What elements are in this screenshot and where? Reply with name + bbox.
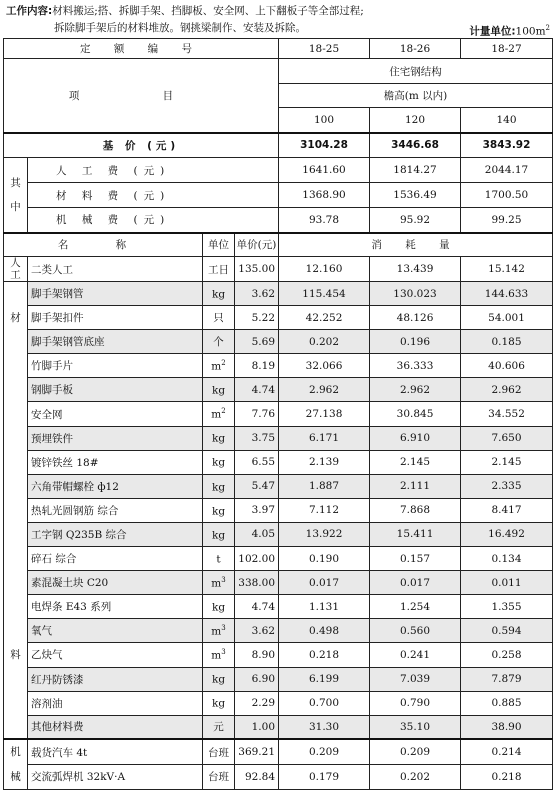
work-content-line-1	[6, 4, 364, 18]
material-value: 115.454	[279, 282, 370, 306]
base-price: 3843.92	[461, 133, 553, 158]
material-row	[4, 643, 553, 667]
material-value: 7.112	[279, 498, 370, 522]
quota-no: 18-27	[461, 39, 553, 59]
material-name: 脚手架钢管	[28, 282, 203, 306]
material-row	[4, 619, 553, 643]
material-row	[4, 354, 553, 378]
material-price: 8.19	[235, 354, 279, 378]
machine-row	[4, 739, 553, 764]
machine-value: 0.214	[461, 739, 553, 764]
column-header-row	[4, 233, 553, 257]
material-value: 7.868	[370, 498, 461, 522]
material-row	[4, 474, 553, 498]
material-unit	[203, 378, 235, 402]
material-value: 0.190	[279, 547, 370, 571]
material-price: 338.00	[235, 571, 279, 595]
material-unit	[203, 522, 235, 546]
quota-no-label: 定 额 编 号	[4, 39, 279, 59]
material-unit-text: m	[211, 360, 222, 373]
material-name: 氧气	[28, 619, 203, 643]
col-name: 名 称	[4, 233, 203, 257]
cost-name: 材 料 费 (元)	[28, 183, 279, 208]
material-unit	[203, 691, 235, 715]
material-value: 32.066	[279, 354, 370, 378]
material-price: 6.55	[235, 450, 279, 474]
base-price-row	[4, 133, 553, 158]
work-content-label: 工作内容:	[6, 5, 53, 17]
machine-value: 0.202	[370, 764, 461, 789]
material-name: 红丹防锈漆	[28, 667, 203, 691]
material-row	[4, 595, 553, 619]
structure-row	[4, 59, 553, 84]
material-value: 13.922	[279, 522, 370, 546]
material-value: 27.138	[279, 402, 370, 426]
cost-value: 93.78	[279, 208, 370, 233]
machine-value: 0.209	[370, 739, 461, 764]
height-value: 120	[370, 108, 461, 133]
machine-price: 92.84	[235, 764, 279, 789]
material-name: 素混凝土块 C20	[28, 571, 203, 595]
cost-row	[4, 208, 553, 233]
material-value: 2.335	[461, 474, 553, 498]
material-row	[4, 571, 553, 595]
material-price: 5.69	[235, 330, 279, 354]
material-price: 7.76	[235, 402, 279, 426]
unit-sup: 2	[545, 24, 550, 32]
material-value: 0.594	[461, 619, 553, 643]
material-side-bottom: 料	[10, 649, 21, 661]
material-unit	[203, 571, 235, 595]
material-unit-text: 元	[213, 721, 224, 734]
material-value: 0.196	[370, 330, 461, 354]
structure-label: 住宅钢结构	[279, 59, 553, 84]
material-row	[4, 691, 553, 715]
material-unit-sup: 3	[221, 575, 226, 584]
material-unit	[203, 643, 235, 667]
material-value: 2.139	[279, 450, 370, 474]
col-unit: 单位	[203, 233, 235, 257]
material-value: 7.879	[461, 667, 553, 691]
material-side-top: 材	[10, 312, 21, 324]
cost-value: 99.25	[461, 208, 553, 233]
material-value: 144.633	[461, 282, 553, 306]
material-value: 0.017	[279, 571, 370, 595]
material-value: 1.131	[279, 595, 370, 619]
machine-unit: 台班	[203, 764, 235, 789]
material-name: 乙炔气	[28, 643, 203, 667]
material-unit-text: m	[211, 649, 222, 662]
quota-no: 18-25	[279, 39, 370, 59]
material-value: 0.700	[279, 691, 370, 715]
machine-side-label: 械	[4, 764, 28, 789]
material-value: 48.126	[370, 306, 461, 330]
material-row	[4, 498, 553, 522]
machine-value: 0.209	[279, 739, 370, 764]
material-price: 4.74	[235, 378, 279, 402]
material-price: 1.00	[235, 715, 279, 739]
material-value: 130.023	[370, 282, 461, 306]
quota-table	[3, 38, 553, 790]
material-value: 2.145	[461, 450, 553, 474]
material-price: 5.22	[235, 306, 279, 330]
material-price: 5.47	[235, 474, 279, 498]
material-unit-text: m	[211, 408, 222, 421]
material-value: 35.10	[370, 715, 461, 739]
material-price: 8.90	[235, 643, 279, 667]
material-unit-text: 只	[213, 312, 224, 325]
material-unit	[203, 402, 235, 426]
material-unit-sup: 3	[221, 648, 226, 657]
material-value: 6.171	[279, 426, 370, 450]
material-value: 2.962	[461, 378, 553, 402]
material-row	[4, 402, 553, 426]
material-unit-text: kg	[211, 529, 226, 542]
material-name: 脚手架扣件	[28, 306, 203, 330]
material-row	[4, 715, 553, 739]
material-price: 2.29	[235, 691, 279, 715]
material-unit-text: kg	[211, 673, 226, 686]
material-unit	[203, 619, 235, 643]
quota-no: 18-26	[370, 39, 461, 59]
height-value: 140	[461, 108, 553, 133]
material-name: 脚手架钢管底座	[28, 330, 203, 354]
material-value: 54.001	[461, 306, 553, 330]
material-price: 3.62	[235, 282, 279, 306]
material-row	[4, 547, 553, 571]
material-row	[4, 378, 553, 402]
labor-value: 15.142	[461, 257, 553, 282]
material-value: 6.199	[279, 667, 370, 691]
material-unit	[203, 667, 235, 691]
material-value: 2.962	[370, 378, 461, 402]
material-unit	[203, 354, 235, 378]
material-value: 0.560	[370, 619, 461, 643]
machine-name: 交流弧焊机 32kV·A	[28, 764, 203, 789]
material-row	[4, 522, 553, 546]
base-price-label: 基 价 (元)	[4, 133, 279, 158]
cost-value: 1536.49	[370, 183, 461, 208]
machine-unit: 台班	[203, 739, 235, 764]
machine-row	[4, 764, 553, 789]
machine-price: 369.21	[235, 739, 279, 764]
machine-name: 载货汽车 4t	[28, 739, 203, 764]
material-value: 0.241	[370, 643, 461, 667]
material-value: 7.650	[461, 426, 553, 450]
material-value: 42.252	[279, 306, 370, 330]
labor-row	[4, 257, 553, 282]
material-value: 1.355	[461, 595, 553, 619]
material-name: 工字钢 Q235B 综合	[28, 522, 203, 546]
material-unit-text: kg	[211, 456, 226, 469]
cost-value: 1814.27	[370, 158, 461, 183]
material-unit	[203, 450, 235, 474]
cost-name: 机 械 费 (元)	[28, 208, 279, 233]
material-unit	[203, 426, 235, 450]
material-name: 溶剂油	[28, 691, 203, 715]
material-unit	[203, 715, 235, 739]
material-value: 2.111	[370, 474, 461, 498]
material-price: 3.97	[235, 498, 279, 522]
cost-name: 人 工 费 (元)	[28, 158, 279, 183]
material-value: 30.845	[370, 402, 461, 426]
material-unit	[203, 306, 235, 330]
cost-value: 2044.17	[461, 158, 553, 183]
material-value: 34.552	[461, 402, 553, 426]
work-content-text-1: 材料搬运;搭、拆脚手架、挡脚板、安全网、上下翻板子等全部过程;	[52, 5, 364, 17]
material-name: 热轧光圆钢筋 综合	[28, 498, 203, 522]
material-name: 镀锌铁丝 18#	[28, 450, 203, 474]
material-value: 7.039	[370, 667, 461, 691]
material-name: 安全网	[28, 402, 203, 426]
cost-value: 1700.50	[461, 183, 553, 208]
material-price: 3.62	[235, 619, 279, 643]
height-value: 100	[279, 108, 370, 133]
material-name: 碎石 综合	[28, 547, 203, 571]
material-unit-text: kg	[211, 481, 226, 494]
material-value: 1.254	[370, 595, 461, 619]
material-value: 15.411	[370, 522, 461, 546]
material-price: 3.75	[235, 426, 279, 450]
material-unit-sup: 3	[221, 624, 226, 633]
material-name: 六角带帽螺栓 ф12	[28, 474, 203, 498]
height-label: 檐高(m 以内)	[279, 84, 553, 108]
material-row	[4, 282, 553, 306]
material-price: 102.00	[235, 547, 279, 571]
material-unit-text: kg	[211, 432, 226, 445]
material-unit-text: t	[216, 553, 221, 566]
labor-value: 12.160	[279, 257, 370, 282]
material-value: 0.011	[461, 571, 553, 595]
material-value: 36.333	[370, 354, 461, 378]
material-value: 8.417	[461, 498, 553, 522]
item-label: 项 目	[4, 59, 279, 133]
material-unit-text: kg	[211, 601, 226, 614]
material-name: 钢脚手板	[28, 378, 203, 402]
material-value: 0.790	[370, 691, 461, 715]
material-unit	[203, 547, 235, 571]
material-value: 0.202	[279, 330, 370, 354]
material-unit-text: m	[211, 625, 222, 638]
cost-row	[4, 183, 553, 208]
material-name: 竹脚手片	[28, 354, 203, 378]
labor-value: 13.439	[370, 257, 461, 282]
labor-unit: 工日	[203, 257, 235, 282]
material-value: 0.258	[461, 643, 553, 667]
material-price: 4.05	[235, 522, 279, 546]
material-unit-text: 个	[213, 336, 224, 349]
material-row	[4, 330, 553, 354]
material-row	[4, 667, 553, 691]
material-row	[4, 306, 553, 330]
cost-value: 1641.60	[279, 158, 370, 183]
material-unit-text: kg	[211, 288, 226, 301]
material-value: 0.498	[279, 619, 370, 643]
col-price: 单价(元)	[235, 233, 279, 257]
material-value: 2.145	[370, 450, 461, 474]
material-unit-text: kg	[211, 697, 226, 710]
material-value: 38.90	[461, 715, 553, 739]
machine-side-label: 机	[4, 739, 28, 764]
material-name: 其他材料费	[28, 715, 203, 739]
material-value: 6.910	[370, 426, 461, 450]
material-name: 电焊条 E43 系列	[28, 595, 203, 619]
material-side-label	[4, 282, 28, 740]
material-value: 31.30	[279, 715, 370, 739]
material-unit	[203, 330, 235, 354]
material-value: 0.885	[461, 691, 553, 715]
material-value: 0.157	[370, 547, 461, 571]
cost-row	[4, 158, 553, 183]
base-price: 3446.68	[370, 133, 461, 158]
material-unit-text: m	[211, 577, 222, 590]
material-value: 0.017	[370, 571, 461, 595]
material-name: 预埋铁件	[28, 426, 203, 450]
material-row	[4, 450, 553, 474]
cost-value: 95.92	[370, 208, 461, 233]
material-unit	[203, 474, 235, 498]
material-value: 1.887	[279, 474, 370, 498]
material-price: 6.90	[235, 667, 279, 691]
machine-value: 0.218	[461, 764, 553, 789]
col-consumption: 消 耗 量	[279, 233, 553, 257]
labor-price: 135.00	[235, 257, 279, 282]
machine-value: 0.179	[279, 764, 370, 789]
unit-value: 100m	[515, 25, 546, 38]
base-price: 3104.28	[279, 133, 370, 158]
material-value: 0.218	[279, 643, 370, 667]
work-content-line-2: 拆除脚手架后的材料堆放。钢挑梁制作、安装及拆除。	[54, 22, 306, 34]
material-unit-sup: 2	[221, 407, 226, 416]
labor-side-label: 人 工	[4, 257, 28, 282]
material-unit-text: kg	[211, 384, 226, 397]
material-value: 2.962	[279, 378, 370, 402]
unit-label: 计量单位:	[469, 25, 516, 38]
material-value: 0.185	[461, 330, 553, 354]
quota-no-row	[4, 39, 553, 59]
material-unit	[203, 595, 235, 619]
cost-value: 1368.90	[279, 183, 370, 208]
material-value: 40.606	[461, 354, 553, 378]
material-row	[4, 426, 553, 450]
labor-name: 二类人工	[28, 257, 203, 282]
material-value: 0.134	[461, 547, 553, 571]
of-which-label: 其 中	[4, 158, 28, 233]
material-price: 4.74	[235, 595, 279, 619]
material-unit	[203, 282, 235, 306]
material-unit-sup: 2	[221, 359, 226, 368]
material-value: 16.492	[461, 522, 553, 546]
measurement-unit	[469, 21, 550, 39]
material-unit-text: kg	[211, 505, 226, 518]
material-unit	[203, 498, 235, 522]
